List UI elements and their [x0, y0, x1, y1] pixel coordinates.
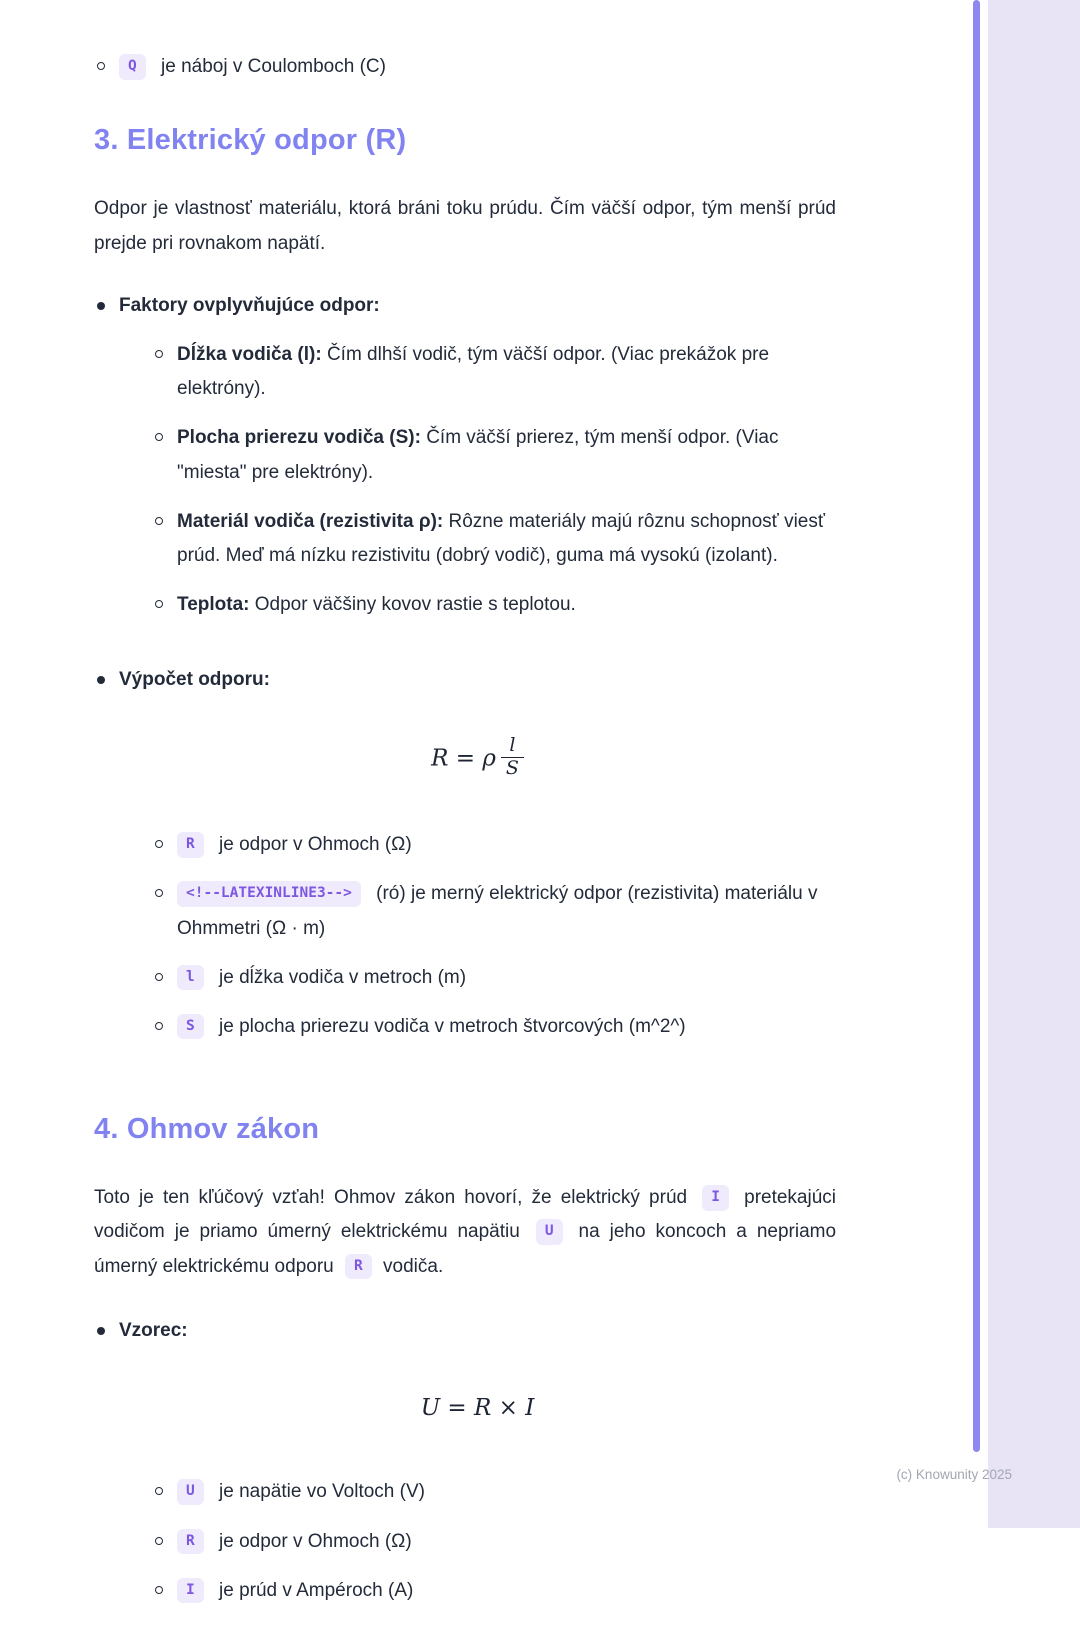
legend-item: [152, 1574, 836, 1608]
circle-bullet-icon: [155, 1537, 163, 1545]
code-badge-u: U: [536, 1219, 563, 1245]
code-badge: l: [177, 965, 204, 991]
list-item-text: je náboj v Coulomboch (C): [161, 56, 386, 77]
legend-text: je napätie vo Voltoch (V): [219, 1481, 425, 1503]
factors-sublist: [152, 338, 836, 622]
circle-bullet-icon: [155, 1022, 163, 1030]
legend-item: [152, 1475, 836, 1509]
code-badge: U: [177, 1479, 204, 1505]
legend-text: je dĺžka vodiča v metroch (m): [219, 966, 467, 988]
factors-label: Faktory ovplyvňujúce odpor:: [119, 294, 380, 316]
calc-label: Výpočet odporu:: [119, 669, 270, 691]
circle-bullet-icon: [155, 1487, 163, 1495]
bullet-icon: [97, 1327, 105, 1335]
code-badge-q: Q: [119, 54, 146, 80]
circle-bullet-icon: [155, 517, 163, 525]
factor-lead: Materiál vodiča (rezistivita ρ):: [177, 510, 444, 532]
factor-lead: Teplota:: [177, 594, 250, 616]
paragraph-text: na jeho koncoch a nepriamo úmerný elektrickému odporu: [94, 1221, 837, 1277]
legend-text: je plocha prierezu vodiča v metroch štvorcových (m^2^): [219, 1015, 686, 1037]
calc-label-item: [94, 663, 836, 1059]
section-4-paragraph: [94, 1181, 836, 1284]
circle-bullet-icon: [97, 62, 105, 70]
legend-item: [152, 877, 836, 945]
formula-fraction: [501, 735, 524, 780]
circle-bullet-icon: [155, 973, 163, 981]
legend-text: (ró) je merný elektrický odpor (rezistivita) materiálu v Ohmmetri (Ω · m): [177, 883, 818, 939]
factors-label-item: [94, 289, 836, 638]
resistance-formula: [119, 734, 836, 782]
legend-item: [152, 961, 836, 995]
circle-bullet-icon: [155, 433, 163, 441]
factor-item: [152, 338, 836, 406]
code-badge: S: [177, 1014, 204, 1040]
legend-item: [152, 1525, 836, 1559]
section-3-heading: 3. Elektrický odpor (R): [94, 124, 407, 157]
code-badge: R: [177, 1529, 204, 1555]
resistance-legend: [152, 828, 836, 1044]
circle-bullet-icon: [155, 889, 163, 897]
right-side-panel: [988, 0, 1080, 1528]
factor-item: [152, 505, 836, 573]
code-badge-latex-artifact: <!--LATEXINLINE3-->: [177, 881, 361, 907]
factor-item: [152, 588, 836, 622]
section-3-intro: Odpor je vlastnosť materiálu, ktorá bráni toku prúdu. Čím väčší odpor, tým menší prúd prejde pri rovnakom napätí.: [94, 198, 836, 254]
bullet-icon: [97, 676, 105, 684]
paragraph-text: vodiča.: [383, 1255, 444, 1277]
factor-lead: Plocha prierezu vodiča (S):: [177, 427, 421, 449]
code-badge: R: [177, 832, 204, 858]
section-4-heading: 4. Ohmov zákon: [94, 1113, 320, 1146]
ohms-law-formula: U = R × I: [420, 1395, 535, 1421]
vzorec-label: Vzorec:: [119, 1319, 188, 1341]
factor-item: [152, 421, 836, 489]
code-badge-i: I: [702, 1185, 729, 1211]
bullet-icon: [97, 302, 105, 310]
circle-bullet-icon: [155, 1586, 163, 1594]
paragraph-text: pretekajúci vodičom je priamo úmerný elektrickému napätiu: [94, 1187, 837, 1243]
legend-text: je odpor v Ohmoch (Ω): [219, 834, 412, 856]
vzorec-label-item: [94, 1314, 836, 1623]
factor-text: Čím dlhší vodič, tým väčší odpor. (Viac prekážok pre elektróny).: [177, 343, 770, 400]
watermark-footer: (c) Knowunity 2025: [896, 1467, 1012, 1482]
factor-text: Čím väčší prierez, tým menší odpor. (Viac "miesta" pre elektróny).: [177, 427, 779, 483]
legend-text: je odpor v Ohmoch (Ω): [219, 1530, 412, 1552]
fraction-numerator: l: [509, 734, 516, 757]
ohms-law-legend: [152, 1475, 836, 1608]
formula-prefix: R = ρ: [431, 745, 496, 772]
circle-bullet-icon: [155, 840, 163, 848]
factor-text: Odpor väčšiny kovov rastie s teplotou.: [254, 594, 576, 616]
circle-bullet-icon: [155, 350, 163, 358]
fraction-denominator: S: [501, 757, 524, 780]
code-badge-r: R: [345, 1254, 372, 1280]
circle-bullet-icon: [155, 600, 163, 608]
factor-text: Rôzne materiály majú rôznu schopnosť viesť prúd. Meď má nízku rezistivitu (dobrý vodič), guma má vysokú (izolant).: [177, 510, 825, 566]
legend-item: [152, 828, 836, 862]
document-content: [94, 0, 836, 1638]
legend-text: je prúd v Ampéroch (A): [219, 1579, 414, 1601]
paragraph-text: Toto je ten kľúčový vzťah! Ohmov zákon hovorí, že elektrický prúd: [94, 1187, 688, 1209]
code-badge: I: [177, 1578, 204, 1604]
list-item-q: [94, 50, 836, 84]
legend-item: [152, 1010, 836, 1044]
list-item-text-wrap: [119, 50, 836, 84]
scrollbar-thumb[interactable]: [973, 0, 980, 1452]
factor-lead: Dĺžka vodiča (l):: [177, 343, 322, 365]
